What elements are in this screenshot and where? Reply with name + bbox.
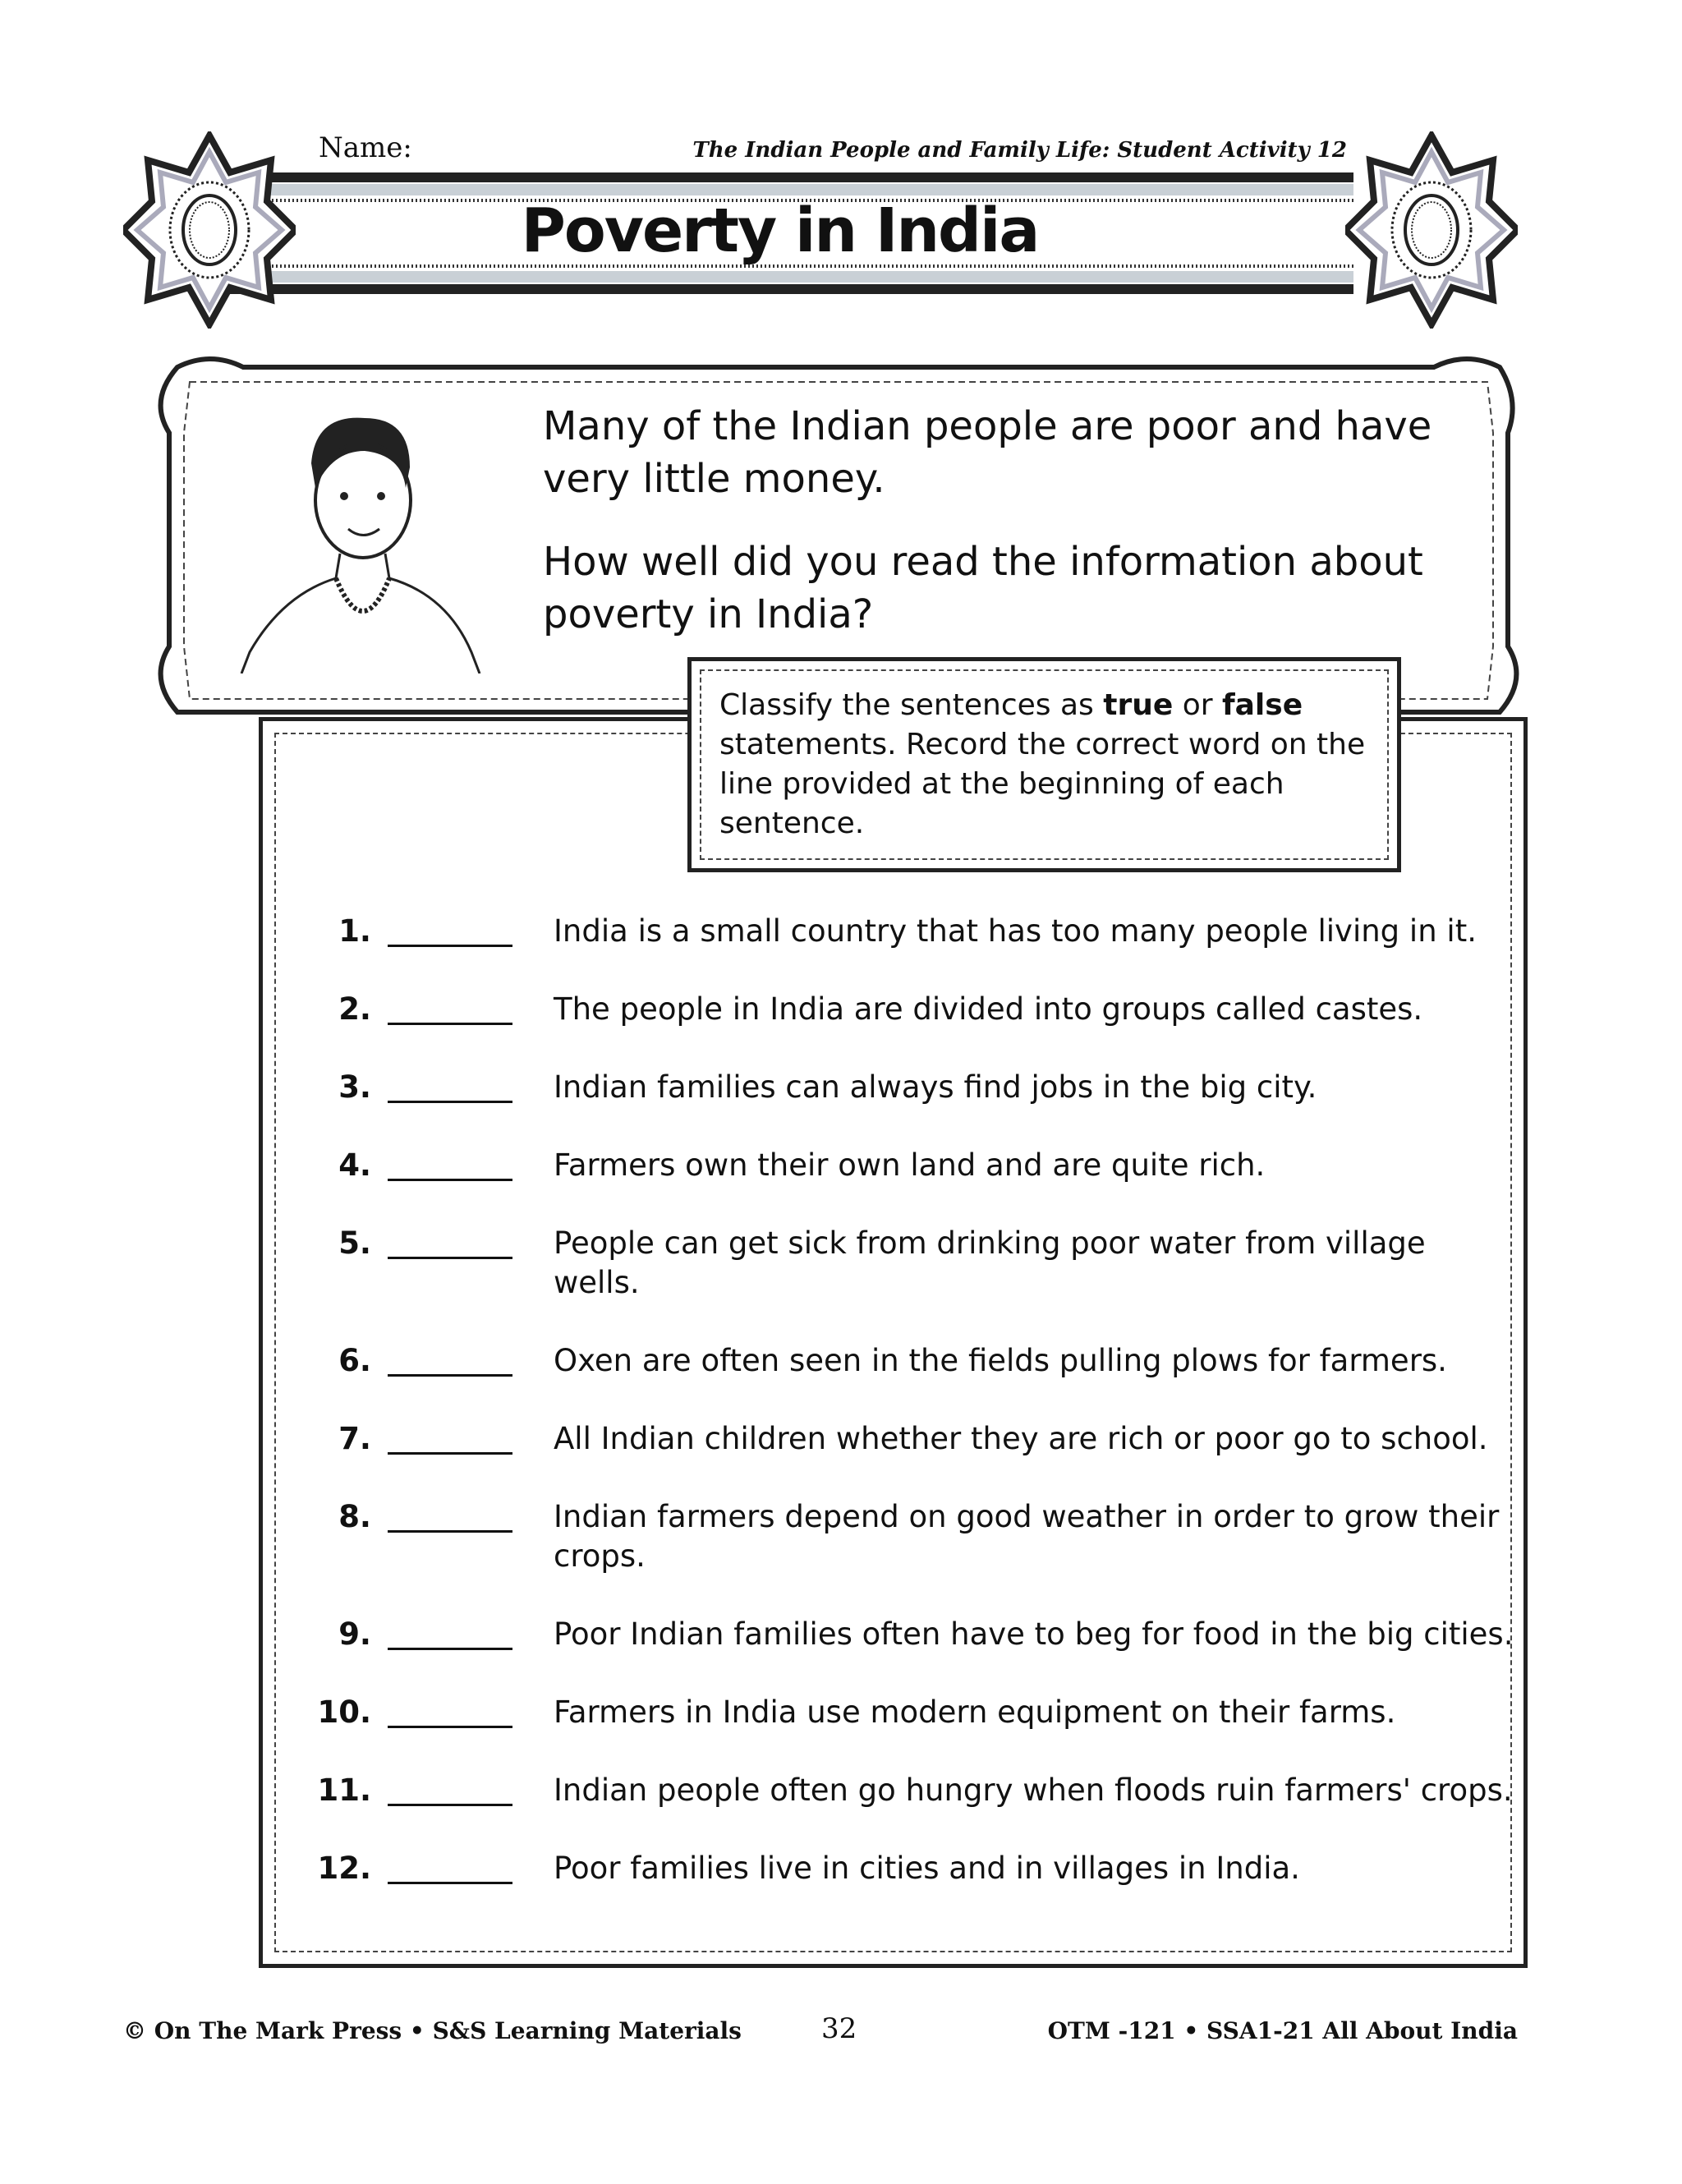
question-row xyxy=(289,990,1521,1029)
intro-text-1: Many of the Indian people are poor and have very little money. xyxy=(543,403,1432,502)
intro-text-2: How well did you read the information about poverty in India? xyxy=(543,539,1423,637)
answer-blank[interactable] xyxy=(388,1849,512,1884)
answer-blank[interactable] xyxy=(388,1615,512,1650)
question-text: India is a small country that has too many people living in it. xyxy=(554,913,1477,949)
false-word: false xyxy=(1221,688,1303,722)
page-title: Poverty in India xyxy=(521,195,1039,266)
page-number: 32 xyxy=(821,2012,857,2045)
question-number: 9. xyxy=(338,1616,371,1652)
question-number: 8. xyxy=(338,1499,371,1534)
question-list xyxy=(289,912,1521,1927)
answer-blank[interactable] xyxy=(388,1771,512,1806)
answer-blank[interactable] xyxy=(388,1068,512,1103)
question-row xyxy=(289,912,1521,951)
question-row xyxy=(289,1849,1521,1888)
question-text: Farmers in India use modern equipment on their farms. xyxy=(554,1694,1396,1730)
answer-blank[interactable] xyxy=(388,1497,512,1533)
rosette-right-icon xyxy=(1345,131,1518,329)
instructions-text-rest: statements. Record the correct word on the line provided at the beginning of each sentence. xyxy=(719,728,1366,840)
question-number: 11. xyxy=(317,1772,371,1808)
answer-blank[interactable] xyxy=(388,1341,512,1377)
activity-label: The Indian People and Family Life: Student Activity 12 xyxy=(692,138,1347,163)
question-number: 1. xyxy=(338,913,371,949)
name-label: Name: xyxy=(319,131,412,164)
question-text: Indian people often go hungry when floods ruin farmers' crops. xyxy=(554,1772,1513,1808)
answer-blank[interactable] xyxy=(388,912,512,947)
question-text: The people in India are divided into groups called castes. xyxy=(554,991,1423,1027)
question-text: Farmers own their own land and are quite rich. xyxy=(554,1147,1266,1183)
instructions-text: Classify the sentences as xyxy=(719,688,1104,722)
question-row xyxy=(289,1068,1521,1107)
question-row xyxy=(289,1693,1521,1732)
question-row xyxy=(289,1615,1521,1654)
question-row xyxy=(289,1341,1521,1381)
question-number: 4. xyxy=(338,1147,371,1183)
true-word: true xyxy=(1103,688,1174,722)
question-number: 3. xyxy=(338,1069,371,1105)
question-number: 12. xyxy=(317,1851,371,1886)
instructions-box xyxy=(687,657,1401,872)
question-number: 7. xyxy=(338,1421,371,1456)
question-text: Indian families can always find jobs in the big city. xyxy=(554,1069,1317,1105)
question-row xyxy=(289,1146,1521,1185)
footer-publisher: © On The Mark Press • S&S Learning Materials xyxy=(123,2017,742,2044)
question-text: People can get sick from drinking poor water from village wells. xyxy=(554,1225,1426,1300)
answer-blank[interactable] xyxy=(388,1146,512,1181)
footer-code: OTM -121 • SSA1-21 All About India xyxy=(1047,2017,1518,2044)
question-number: 10. xyxy=(317,1694,371,1730)
question-text: Poor families live in cities and in villages in India. xyxy=(554,1851,1300,1886)
answer-blank[interactable] xyxy=(388,1693,512,1728)
rosette-left-icon xyxy=(123,131,296,329)
or-word: or xyxy=(1173,688,1222,722)
question-row xyxy=(289,1419,1521,1459)
question-row xyxy=(289,1224,1521,1303)
answer-blank[interactable] xyxy=(388,990,512,1025)
answer-blank[interactable] xyxy=(388,1224,512,1259)
question-row xyxy=(289,1771,1521,1810)
question-number: 6. xyxy=(338,1343,371,1378)
question-text: All Indian children whether they are rich or poor go to school. xyxy=(554,1421,1488,1456)
question-text: Oxen are often seen in the fields pulling plows for farmers. xyxy=(554,1343,1447,1378)
question-text: Indian farmers depend on good weather in order to grow their crops. xyxy=(554,1499,1500,1574)
question-text: Poor Indian families often have to beg for food in the big cities. xyxy=(554,1616,1514,1652)
answer-blank[interactable] xyxy=(388,1419,512,1455)
question-row xyxy=(289,1497,1521,1576)
question-number: 2. xyxy=(338,991,371,1027)
question-number: 5. xyxy=(338,1225,371,1261)
boy-illustration xyxy=(233,406,488,674)
